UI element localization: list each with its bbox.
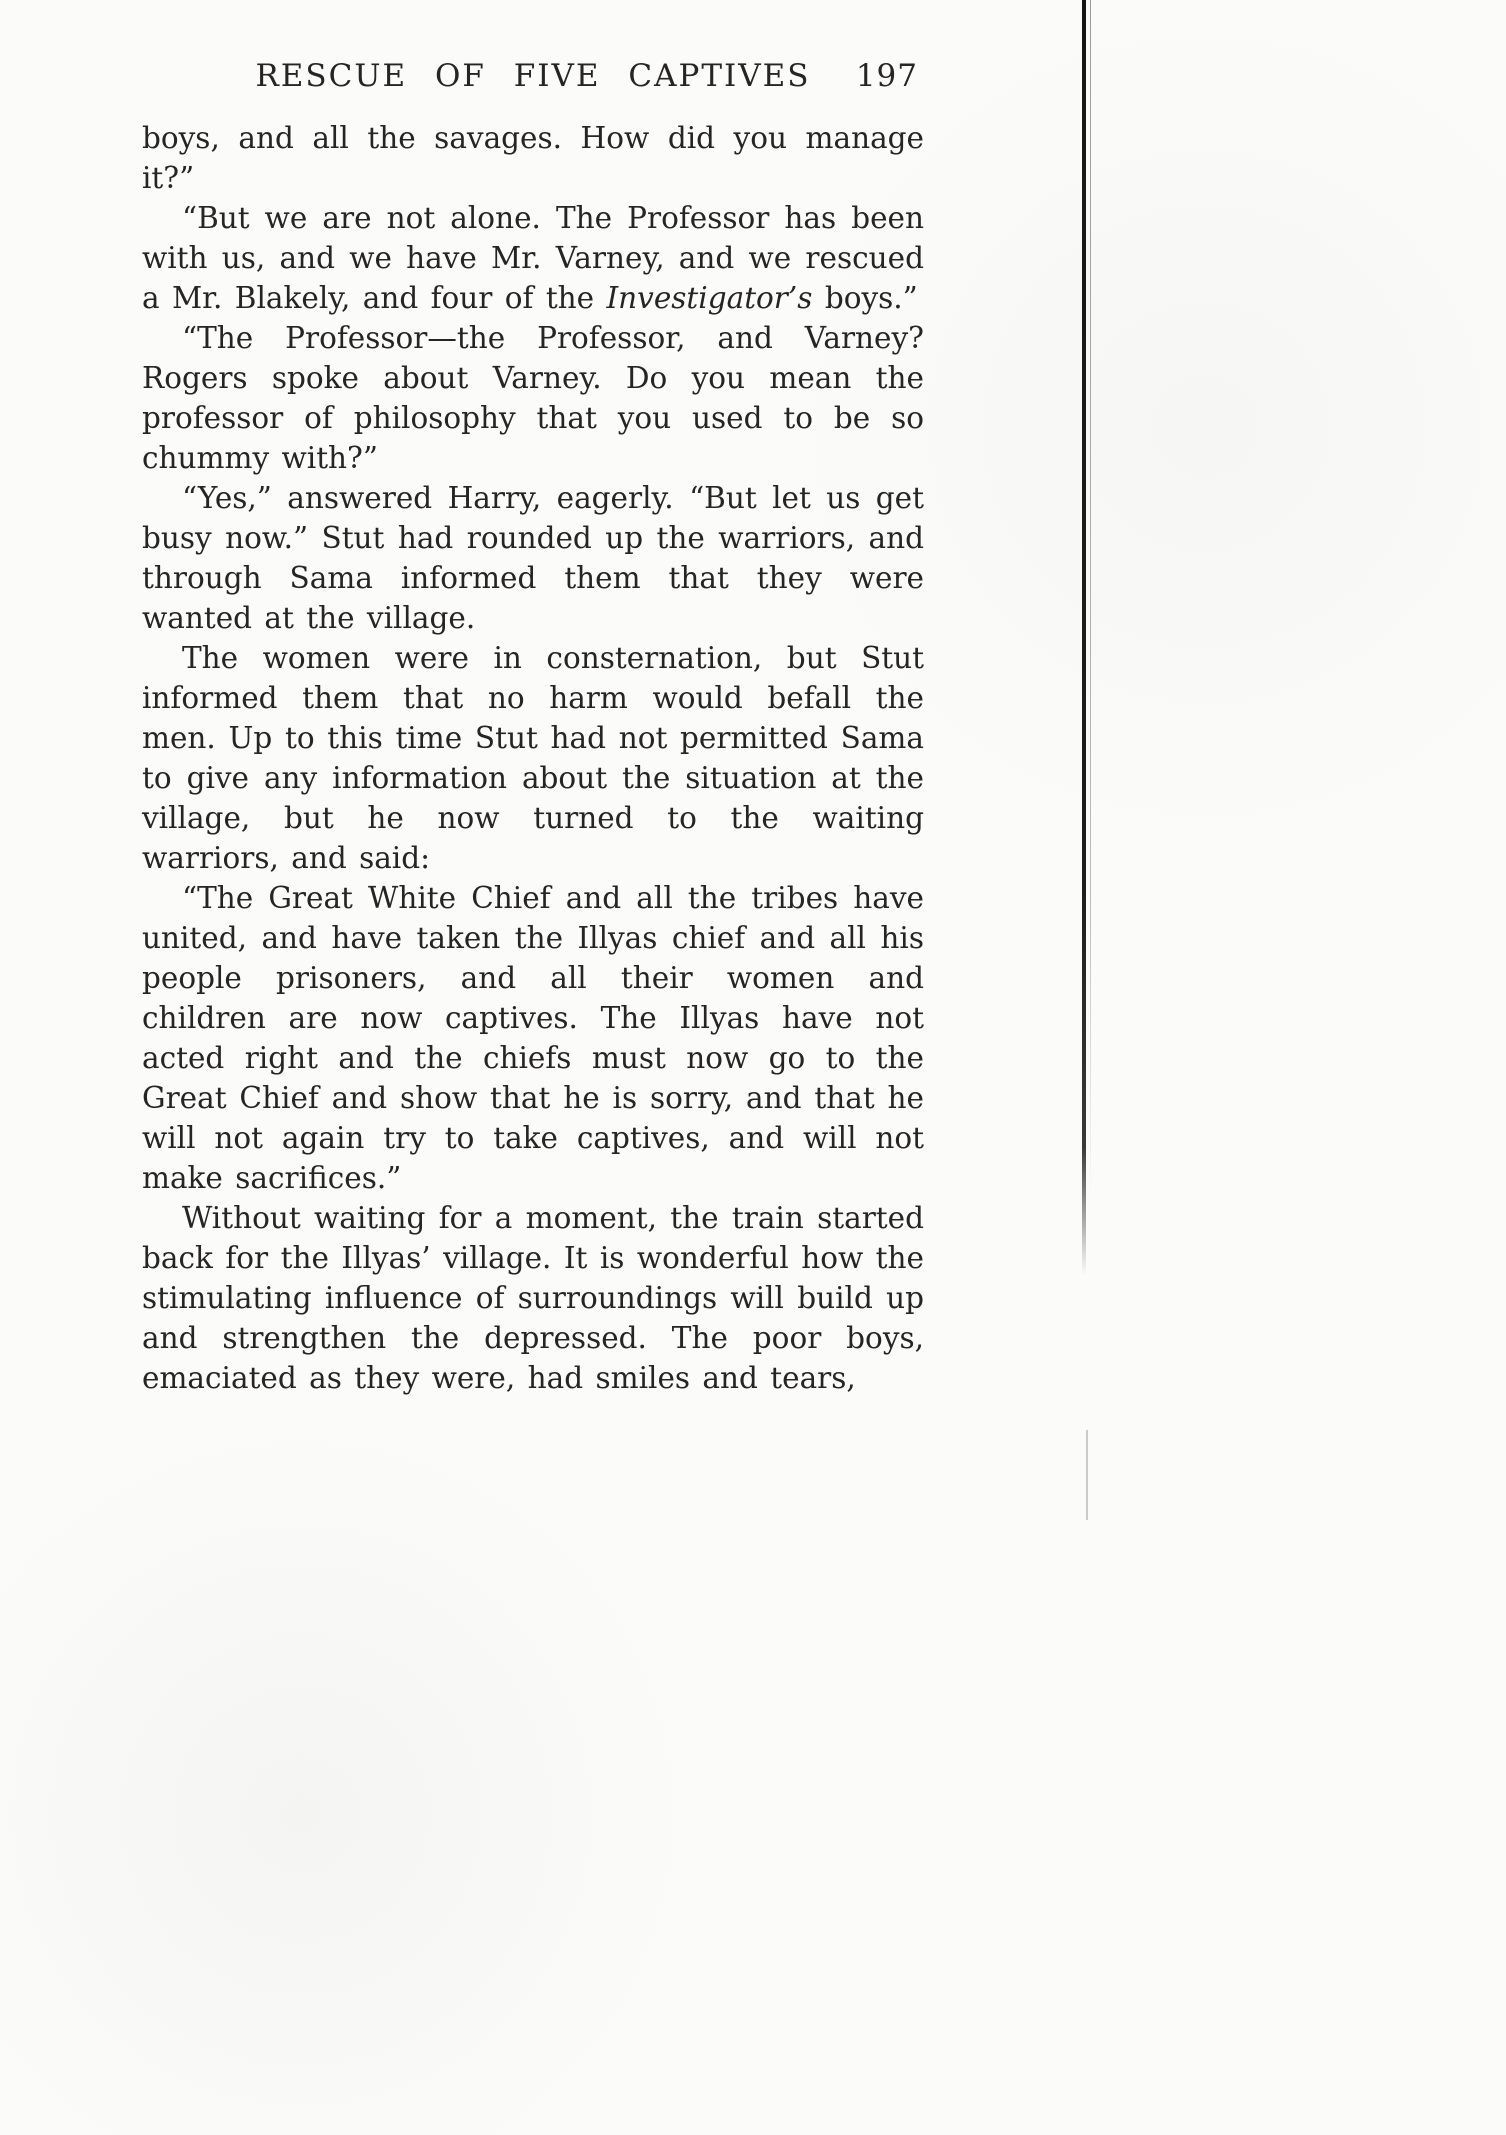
text-column — [142, 58, 924, 1398]
paragraph — [142, 198, 924, 318]
paragraph — [142, 478, 924, 638]
text-run: Without waiting for a moment, the train started back for the Illyas’ village. It is wonderful how the stimulating influence of surroundings will build up and strengthen the depressed. The poor boys, emaciated as they were, had smiles and tears, — [142, 1201, 924, 1395]
italic-text-run: Investigator’s — [606, 281, 813, 315]
text-run: “Yes,” answered Harry, eagerly. “But let us get busy now.” Stut had rounded up the warriors, and through Sama informed them that they were wanted at the village. — [142, 481, 924, 635]
text-run: “The Professor—the Professor, and Varney? Rogers spoke about Varney. Do you mean the professor of philosophy that you used to be so chummy with?” — [142, 321, 924, 475]
text-run: “But we are not alone. The Professor has been with us, and we have Mr. Varney, and we rescued a Mr. Blakely, and four of the — [142, 201, 924, 315]
page-edge-line-secondary — [1090, 0, 1091, 1200]
paragraphs — [142, 118, 924, 1398]
text-run: “The Great White Chief and all the tribes have united, and have taken the Illyas chief and all his people prisoners, and all their women and children are now captives. The Illyas have not acted right and the chiefs must now go to the Great Chief and show that he is sorry, and that he will not again try to take captives, and will not make sacrifices.” — [142, 881, 924, 1195]
page-edge-line-fragment — [1086, 1430, 1088, 1520]
page-edge-line — [1082, 0, 1086, 1275]
paragraph — [142, 878, 924, 1198]
text-run: boys.” — [812, 281, 918, 315]
paragraph — [142, 1198, 924, 1398]
paragraph — [142, 318, 924, 478]
paragraph — [142, 118, 924, 198]
page-header — [142, 58, 924, 110]
paragraph — [142, 638, 924, 878]
text-run: boys, and all the savages. How did you manage it?” — [142, 121, 924, 195]
page-number: 197 — [855, 58, 918, 94]
running-title: RESCUE OF FIVE CAPTIVES — [255, 58, 811, 94]
text-run: The women were in consternation, but Stut informed them that no harm would befall the men. Up to this time Stut had not permitted Sama to give any information about the situation at the village, but he now turned to the waiting warriors, and said: — [142, 641, 924, 875]
